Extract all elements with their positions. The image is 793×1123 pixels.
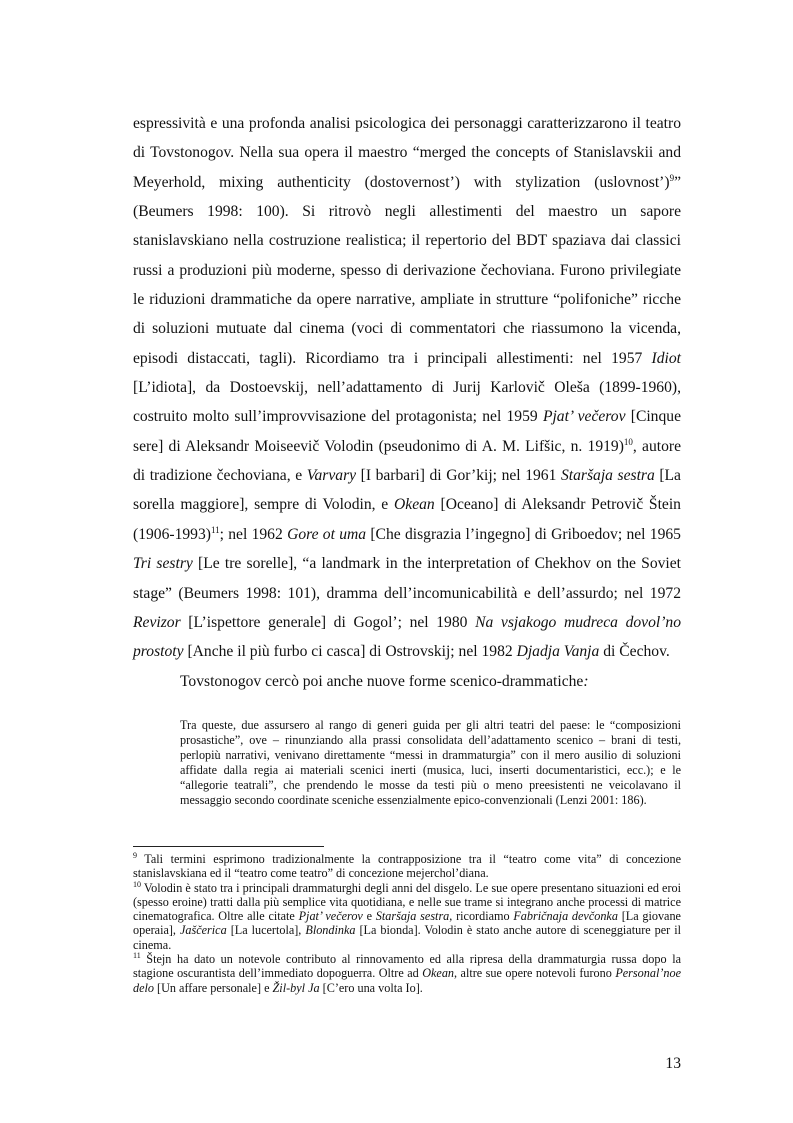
text-run: , autore di tradizione čechoviana, e <box>133 437 681 485</box>
text-run: [Oceano] di Aleksandr Petrovič Štein (1906-1993) <box>133 496 681 543</box>
footnote-number: 10 <box>133 879 141 889</box>
text-run: espressività e una profonda analisi psicologica dei personaggi caratterizzarono il teatro di Tovstonogov. Nella sua opera il maestro “merged the concepts of Stanislavskii and Meyerhold, mixing authenticity (dostovernost’) with stylization (uslovnost’) <box>133 115 681 191</box>
footnote-ref-10: 10 <box>623 436 633 447</box>
text-run: ” (Beumers 1998: 100). Si ritrovò negli allestimenti del maestro un sapore stanislavskiano nella costruzione realistica; il repertorio del BDT spaziava dai classici russi a produzioni più moderne, spesso di derivazione čechoviana. Furono privilegiate le riduzioni drammatiche da opere narrative, ampliate in strutture “polifoniche” ricche di soluzioni mutuate dal cinema (voci di commentatori che riassumono la vicenda, episodi distaccati, tagli). Ricordiamo tra i principali allestimenti: nel 1957 <box>133 173 681 367</box>
text-run: [Un affare personale] e <box>153 980 273 995</box>
body-paragraph <box>133 667 681 696</box>
work-title: Staršaja sestra <box>375 909 450 924</box>
work-title: Fabričnaja devčonka <box>513 909 618 924</box>
work-title: Revizor <box>133 613 181 631</box>
text-run: Tovstonogov cercò poi anche nuove forme scenico-drammatiche <box>180 672 584 690</box>
work-title: Gore ot uma <box>287 525 367 543</box>
work-title: Na vsjakogo mudreca dovol’no prostoty <box>133 613 681 661</box>
work-title: Staršaja sestra <box>560 467 655 485</box>
text-run: : <box>583 672 589 690</box>
text-run: [Anche il più furbo ci casca] di Ostrovskij; nel 1982 <box>183 643 517 661</box>
text-run: Tali termini esprimono tradizionalmente la contrapposizione tra il “teatro come vita” di concezione stanislavskiana ed il “teatro come teatro” di concezione mejerchol’diana. <box>133 852 681 881</box>
text-run: , altre sue opere notevoli furono <box>454 966 616 981</box>
work-title: Žil-byl Ja <box>272 980 320 995</box>
work-title: Tri sestry <box>133 555 193 573</box>
text-run: [Cinque sere] di Aleksandr Moiseevič Volodin (pseudonimo di A. M. Lifšic, n. 1919) <box>133 408 681 455</box>
body-paragraph <box>133 109 681 667</box>
text-run: [La lucertola], <box>226 923 306 938</box>
work-title: Pjat’ večerov <box>542 408 626 426</box>
footnote-10 <box>133 881 681 952</box>
page-number: 13 <box>665 1055 681 1072</box>
text-run: ; nel 1962 <box>219 525 288 543</box>
text-run: [L’ispettore generale] di Gogol’; nel 1980 <box>180 613 476 631</box>
text-run: [Che disgrazia l’ingegno] di Griboedov; nel 1965 <box>366 525 681 543</box>
footnote-ref-11: 11 <box>210 524 220 535</box>
footnote-ref-9: 9 <box>669 172 675 183</box>
work-title: Jaščerica <box>179 923 227 938</box>
footnote-number: 11 <box>133 951 141 961</box>
footnote-9 <box>133 852 681 881</box>
footnote-number: 9 <box>133 851 137 860</box>
text-run: [La sorella maggiore], sempre di Volodin, e <box>133 467 681 514</box>
text-run: , ricordiamo <box>449 909 514 924</box>
text-run: [L’idiota], da Dostoevskij, nell’adattamento di Jurij Karlovič Oleša (1899-1960), costruito molto sull’improvvisazione del protagonista; nel 1959 <box>133 379 681 426</box>
block-quote: Tra queste, due assursero al rango di generi guida per gli altri teatri del paese: le “composizioni prosastiche”, ove – rinunziando alla prassi consolidata dell’adattamento scenico – brani di testi, perlopiù narrativi, venivano direttamente “messi in drammaturgia” con il mero ausilio di soluzioni affidate dalla regia ai materiali scenici inerti (musica, luci, inserti documentaristici, ecc.); e le “allegorie teatrali”, che prendendo le mosse da testi più o meno preesistenti ne veicolavano il messaggio secondo coordinate sceniche essenzialmente epico-convenzionali (Lenzi 2001: 186). <box>180 718 681 808</box>
text-run: [C’ero una volta Io]. <box>319 980 423 995</box>
work-title: Djadja Vanja <box>516 643 600 661</box>
text-run: [I barbari] di Gor’kij; nel 1961 <box>356 467 561 485</box>
footnotes <box>133 852 681 995</box>
text-run: e <box>362 909 376 924</box>
footnote-separator <box>133 846 324 847</box>
work-title: Okean <box>422 966 455 981</box>
work-title: Okean <box>394 496 435 514</box>
text-run: [La giovane operaia], <box>133 909 681 938</box>
work-title: Idiot <box>651 349 681 367</box>
text-run: [Le tre sorelle], “a landmark in the interpretation of Chekhov on the Soviet stage” (Beumers 1998: 101), dramma dell’incomunicabilità e dell’assurdo; nel 1972 <box>133 555 681 602</box>
text-run: Štejn ha dato un notevole contributo al rinnovamento ed alla ripresa della drammaturgia russa dopo la stagione oscurantista dell’immediato dopoguerra. Oltre ad <box>133 952 681 981</box>
work-title: Varvary <box>306 467 357 485</box>
work-title: Pjat’ večerov <box>298 909 363 924</box>
text-run: Volodin è stato tra i principali drammaturghi degli anni del disgelo. Le sue opere presentano situazioni ed eroi (spesso eroine) tratti dalla più semplice vita quotidiana, e nelle sue trame si integrano anche processi di matrice cinematografica. Oltre alle citate <box>133 880 681 924</box>
footnote-11 <box>133 952 681 995</box>
text-run: [La bionda]. Volodin è stato anche autore di sceneggiature per il cinema. <box>133 923 682 952</box>
body-text <box>133 109 681 696</box>
work-title: Personal’noe delo <box>133 966 681 995</box>
work-title: Blondinka <box>305 923 356 938</box>
text-run: di Čechov. <box>599 643 670 661</box>
